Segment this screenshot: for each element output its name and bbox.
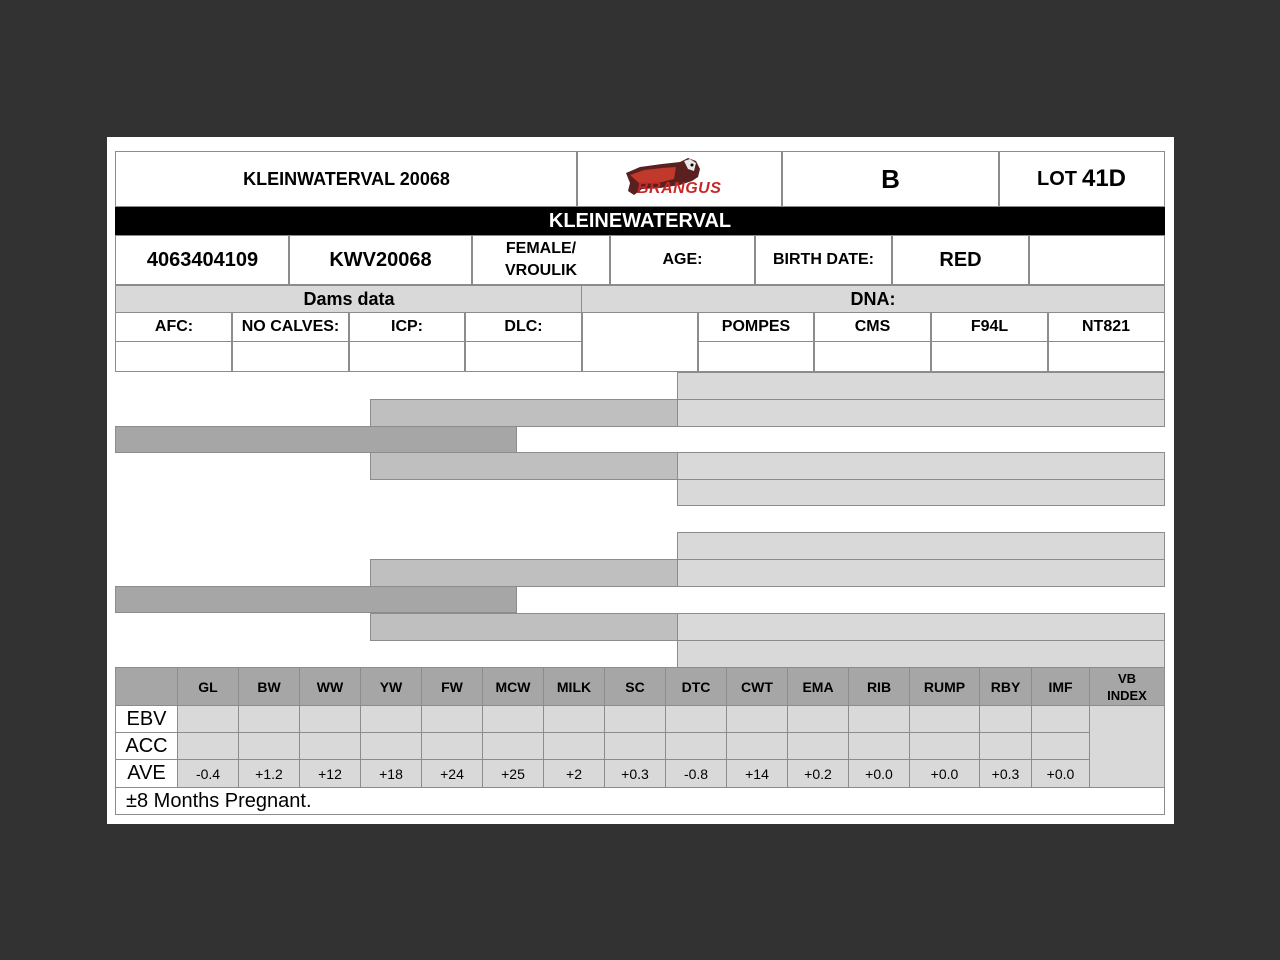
ebv-col-header: CWT xyxy=(726,667,788,706)
ebv-cell xyxy=(726,732,788,760)
ebv-cell xyxy=(848,705,910,733)
dams-header-dlc: DLC: xyxy=(464,312,583,342)
ebv-col-header: GL xyxy=(177,667,239,706)
pedigree-dam-dam-sire xyxy=(677,613,1165,641)
lot-number xyxy=(998,151,1165,207)
ebv-cell xyxy=(482,705,544,733)
brangus-logo xyxy=(576,151,783,207)
ebv-cell xyxy=(787,732,849,760)
pedigree-sire-dam-dam xyxy=(677,479,1165,506)
dams-header-icp: ICP: xyxy=(348,312,466,342)
breeder-banner: KLEINEWATERVAL xyxy=(115,207,1165,236)
ebv-cell: +0.3 xyxy=(604,759,666,788)
vb-index-header: VB INDEX xyxy=(1089,667,1165,706)
ebv-table xyxy=(115,667,1165,819)
ebv-col-header: IMF xyxy=(1031,667,1090,706)
ebv-cell: +0.2 xyxy=(787,759,849,788)
ebv-cell xyxy=(177,732,239,760)
ebv-cell xyxy=(543,705,605,733)
ebv-cell: +1.2 xyxy=(238,759,300,788)
pedigree-sire-sire xyxy=(370,399,679,427)
ebv-col-header: EMA xyxy=(787,667,849,706)
ebv-col-header: MILK xyxy=(543,667,605,706)
ebv-row-label: EBV xyxy=(115,705,178,733)
pedigree-dam-dam xyxy=(370,613,679,641)
age-label: AGE: xyxy=(609,235,756,285)
pedigree-sire xyxy=(115,426,517,453)
dna-header-pompes: POMPES xyxy=(697,312,815,342)
ebv-cell xyxy=(360,732,422,760)
ebv-cell xyxy=(726,705,788,733)
lot-prefix: LOT xyxy=(1036,167,1077,190)
pedigree-dam-sire xyxy=(370,559,679,587)
ebv-col-header: MCW xyxy=(482,667,544,706)
pedigree-sire-dam-sire xyxy=(677,452,1165,480)
ebv-col-header: RIB xyxy=(848,667,910,706)
ebv-corner xyxy=(115,667,178,706)
ebv-row-label: AVE xyxy=(115,759,178,788)
lot-value: 41D xyxy=(1081,165,1127,192)
pregnancy-note: ±8 Months Pregnant. xyxy=(115,787,1165,815)
pedigree-dam-dam-dam xyxy=(677,640,1165,668)
ebv-cell xyxy=(238,705,300,733)
dna-header-cms: CMS xyxy=(813,312,932,342)
dna-header-nt821: NT821 xyxy=(1047,312,1165,342)
ebv-cell xyxy=(299,705,361,733)
ebv-cell: +0.3 xyxy=(979,759,1032,788)
birth-date-label: BIRTH DATE: xyxy=(754,235,893,285)
ebv-cell xyxy=(604,705,666,733)
dams-value-icp xyxy=(348,341,466,372)
animal-id: 4063404109 xyxy=(115,235,290,285)
ebv-cell: +24 xyxy=(421,759,483,788)
dna-value-nt821 xyxy=(1047,341,1165,372)
pedigree-dam-sire-sire xyxy=(677,532,1165,560)
ebv-col-header: WW xyxy=(299,667,361,706)
farm-code: KLEINWATERVAL 20068 xyxy=(115,151,578,207)
animal-sex: FEMALE/ VROULIK xyxy=(471,235,611,285)
pedigree-dam xyxy=(115,586,517,613)
ebv-cell xyxy=(787,705,849,733)
dams-title: Dams data xyxy=(115,285,583,313)
lot-card xyxy=(107,137,1174,824)
ebv-cell xyxy=(665,705,727,733)
ebv-cell: +0.0 xyxy=(848,759,910,788)
ebv-cell: +14 xyxy=(726,759,788,788)
pedigree-sire-sire-sire xyxy=(677,372,1165,400)
ebv-col-header: YW xyxy=(360,667,422,706)
logo-text: BRANGUS xyxy=(637,180,722,197)
pedigree-sire-dam xyxy=(370,452,679,480)
dams-value-dlc xyxy=(464,341,583,372)
ebv-cell: -0.4 xyxy=(177,759,239,788)
pedigree-sire-sire-dam xyxy=(677,399,1165,427)
dna-value-pompes xyxy=(697,341,815,372)
ebv-cell: +2 xyxy=(543,759,605,788)
ebv-cell xyxy=(909,732,980,760)
ebv-col-header: RBY xyxy=(979,667,1032,706)
dams-header-afc: AFC: xyxy=(115,312,233,342)
ebv-cell xyxy=(543,732,605,760)
ebv-cell xyxy=(421,732,483,760)
extra-field xyxy=(1028,235,1165,285)
dna-title: DNA: xyxy=(581,285,1165,313)
ebv-cell xyxy=(604,732,666,760)
ebv-col-header: DTC xyxy=(665,667,727,706)
ebv-cell xyxy=(299,732,361,760)
ebv-col-header: RUMP xyxy=(909,667,980,706)
ebv-cell xyxy=(238,732,300,760)
grade: B xyxy=(781,151,1000,207)
dams-header-calves: NO CALVES: xyxy=(231,312,350,342)
ebv-cell xyxy=(979,732,1032,760)
animal-tag: KWV20068 xyxy=(288,235,473,285)
pedigree-dam-sire-dam xyxy=(677,559,1165,587)
animal-color: RED xyxy=(891,235,1030,285)
dams-value-afc xyxy=(115,341,233,372)
dams-value-calves xyxy=(231,341,350,372)
ebv-cell: -0.8 xyxy=(665,759,727,788)
ebv-cell xyxy=(665,732,727,760)
ebv-cell xyxy=(909,705,980,733)
ebv-col-header: SC xyxy=(604,667,666,706)
ebv-col-header: FW xyxy=(421,667,483,706)
ebv-cell: +25 xyxy=(482,759,544,788)
ebv-cell xyxy=(848,732,910,760)
dna-value-f94l xyxy=(930,341,1049,372)
ebv-row-label: ACC xyxy=(115,732,178,760)
ebv-cell xyxy=(360,705,422,733)
dna-header-f94l: F94L xyxy=(930,312,1049,342)
ebv-cell xyxy=(1031,732,1090,760)
dna-value-cms xyxy=(813,341,932,372)
ebv-cell xyxy=(979,705,1032,733)
ebv-col-header: BW xyxy=(238,667,300,706)
ebv-cell: +0.0 xyxy=(909,759,980,788)
ebv-cell: +0.0 xyxy=(1031,759,1090,788)
ebv-cell xyxy=(421,705,483,733)
ebv-cell xyxy=(1031,705,1090,733)
ebv-cell: +18 xyxy=(360,759,422,788)
vb-index-value xyxy=(1089,705,1165,788)
ebv-cell: +12 xyxy=(299,759,361,788)
ebv-cell xyxy=(177,705,239,733)
ebv-cell xyxy=(482,732,544,760)
dna-blank xyxy=(581,312,699,372)
